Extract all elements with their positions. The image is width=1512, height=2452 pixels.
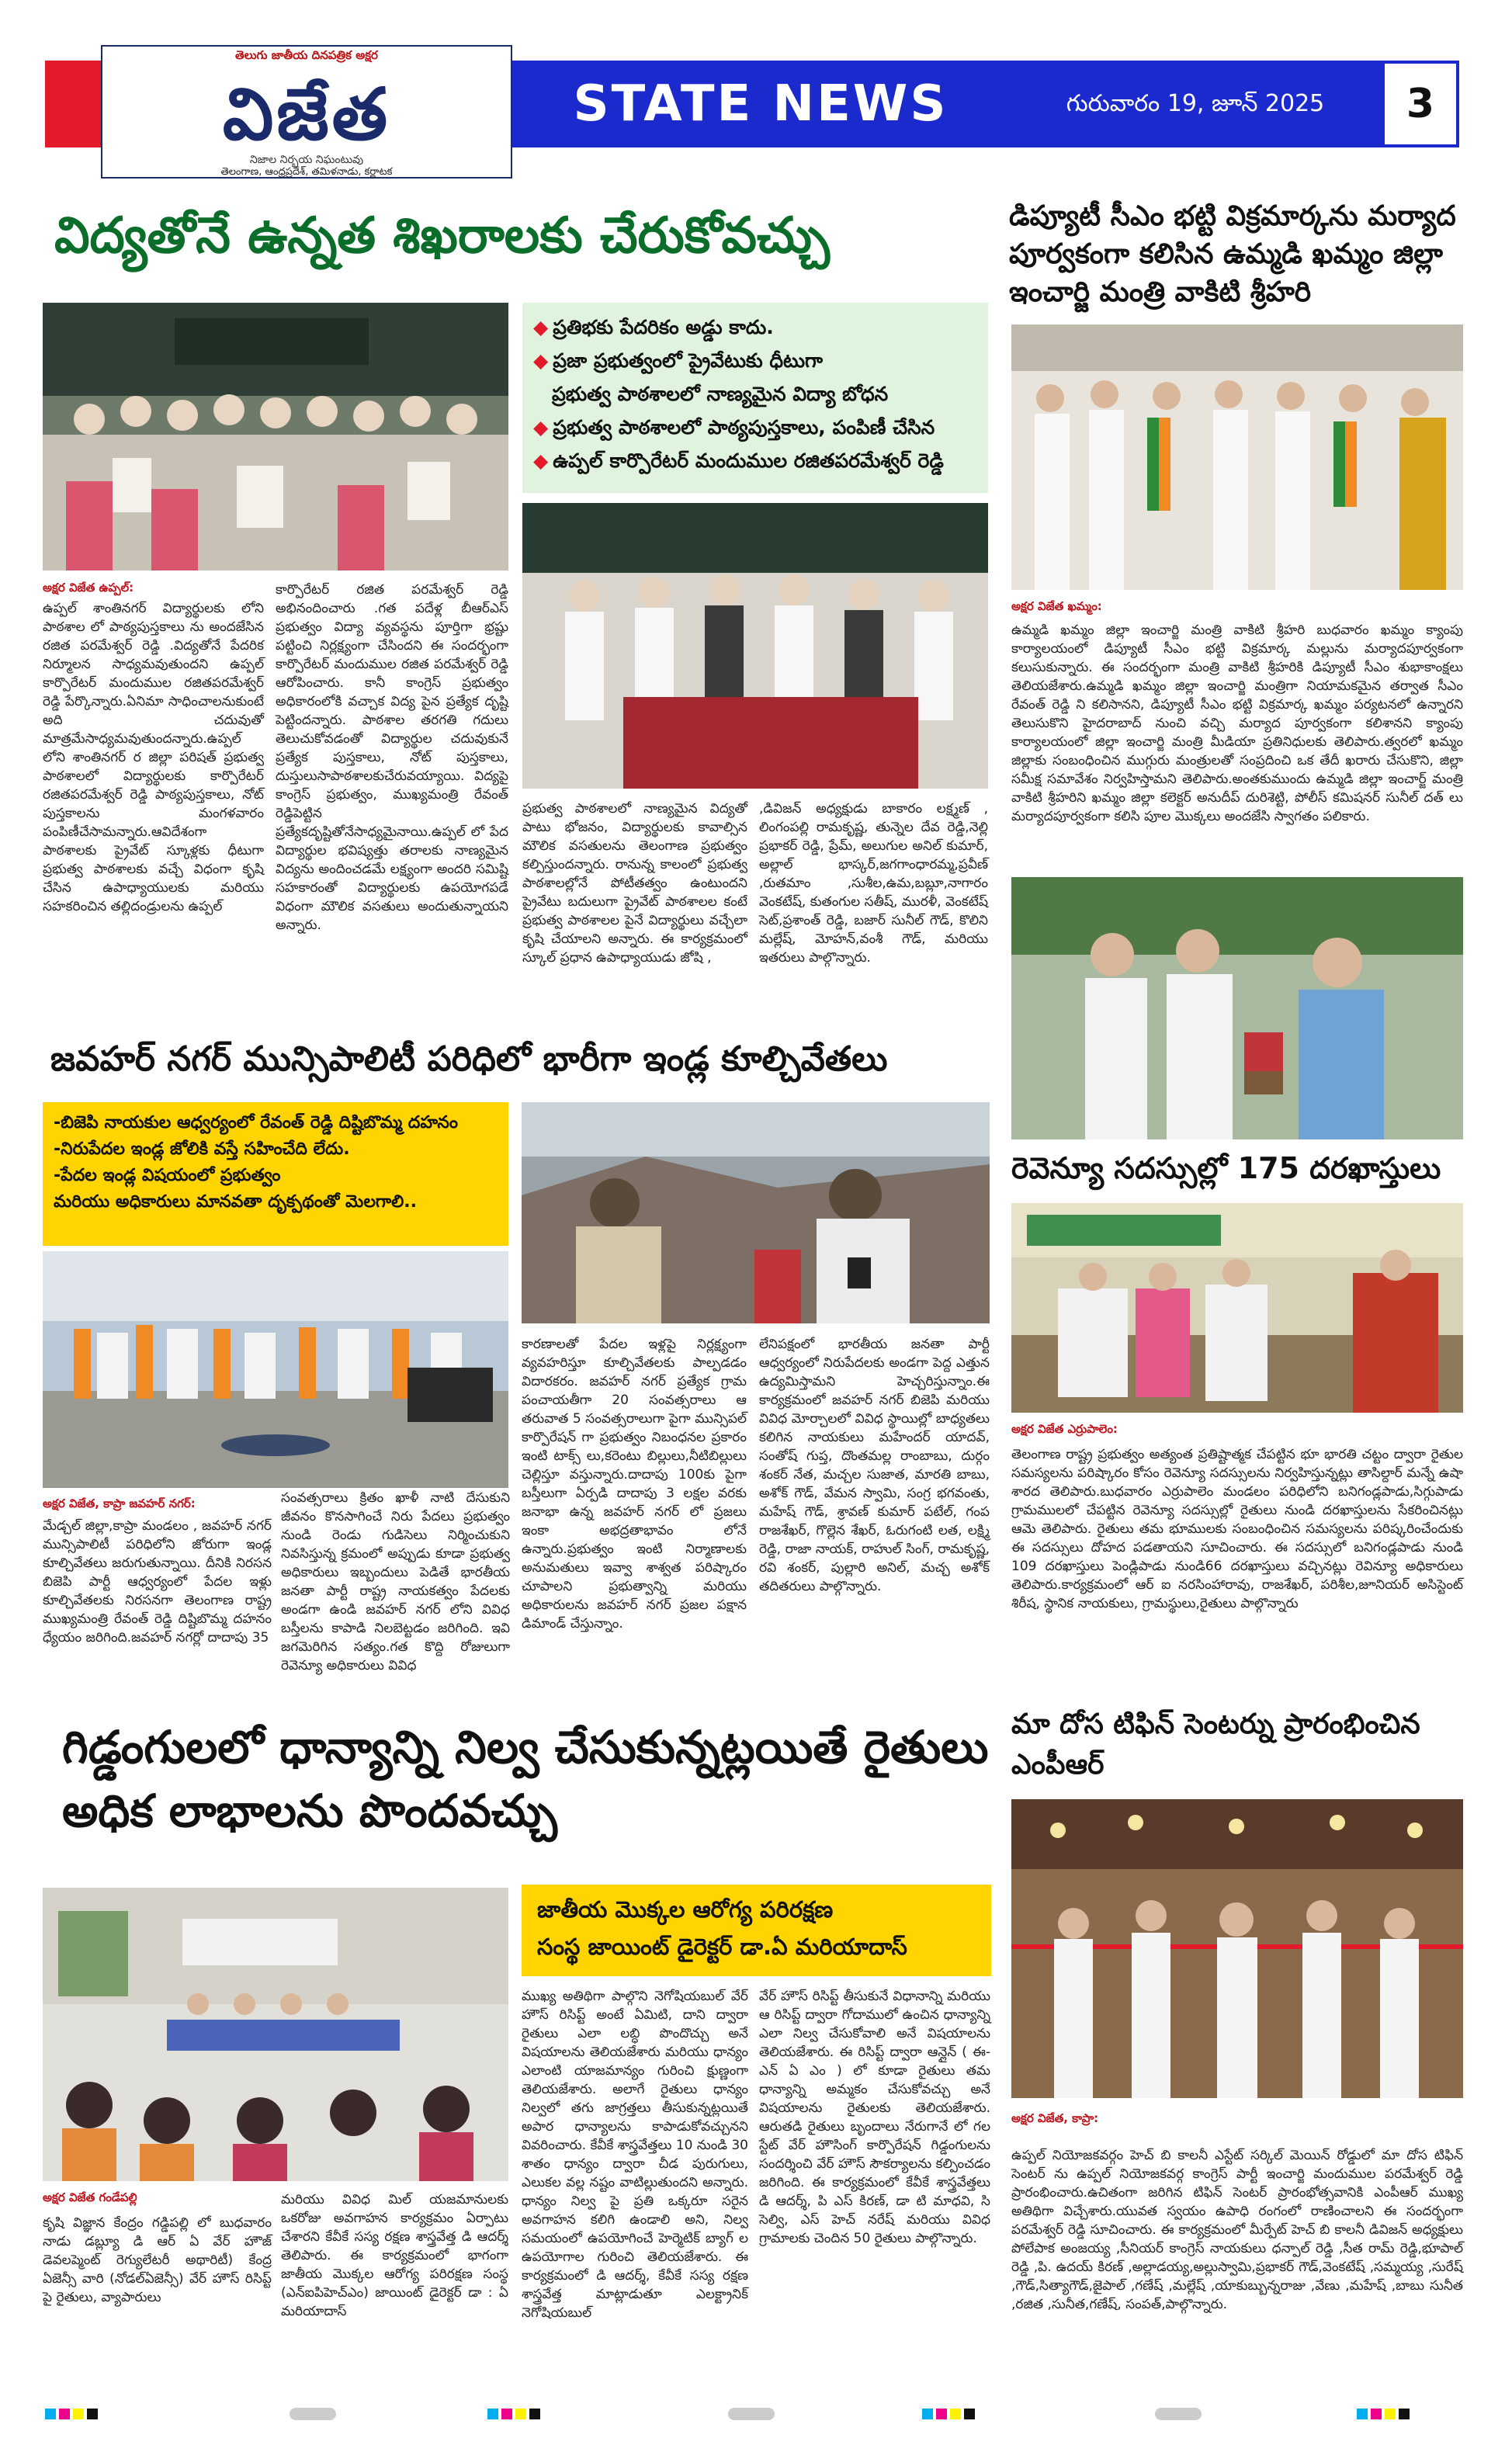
- story6-column-4: వేర్ హౌస్ రిసిప్ట్ తీసుకునే విధానాన్ని మరియు ఆ రిసిప్ట్ ద్వారా గోదాములో ఉంచిన ధాన్యాన్ని ఎలా నిల్వ చేసుకోవాలి అనే విషయాలను తెలియజేశారు. ఈ రిసిప్ట్ ద్వారా ఆన్లైన్ ( ఈ- ఎన్ ఏ ఎం ) లో కూడా రైతులు తమ ధాన్యాన్ని అమ్మకం చేసుకోవచ్చు అనే విషయాలను రైతులకు తెలియజేశారు. ఆరుతడి రైతులు బృందాలు నేరుగానే లో గల స్టేట్ వేర్ హౌసింగ్ కార్పొరేషన్ గిడ్డంగులను సందర్శించి వేర్ హౌస్ సౌకర్యాలను కల్పించడం జరిగింది. ఈ కార్యక్రమంలో కేవీకే శాస్త్రవేత్తలు డి ఆదర్శ్, పి ఎస్ కిరణ్, డా టి మాధవి, సి సెల్వి, ఎస్ హెచ్ నరేష్ మరియు వివిధ గ్రామాలకు చెందిన 50 రైతులు పాల్గొన్నారు.: [759, 1989, 990, 2246]
- story3-headline: జవహర్ నగర్ మున్సిపాలిటీ పరిధిలో భారీగా ఇండ్ల కూల్చివేతలు: [50, 1039, 888, 1079]
- story3-column-4: లేనిపక్షంలో భారతీయ జనతా పార్టీ ఆధ్వర్యంలో నిరుపేదలకు అండగా పెద్ద ఎత్తున ఉద్యమిస్తామని హెచ్చరిస్తున్నాం.ఈ కార్యక్రమంలో జవహర్ నగర్ బిజెపి మరియు వివిధ మోర్చాలలో వివిధ స్థాయిల్లో బాధ్యతలు కలిగిన నాయకులు మహేందర్ యాదవ్, సంతోష్ గుప్త, దొంతమల్ల రాంబాబు, దుర్గం శంకర్ నేత, మచ్చల సుజాత, మారతి బాబు, అశోక్ గౌడ్, వేమన స్వామి, సంగ్ర భగవంతు, మహేష్ గౌడ్, శ్రావణ్ కుమార్ పటేల్, గంప రాజశేఖర్, గొల్లెన శేఖర్, ఓరుగంటి లత, లక్ష్మి రెడ్డి, రాజా నాయక్, రాహుల్ సింగ్, రామకృష్ణ, రవి శంకర్, పుల్లారి అనిల్, మచ్చ అశోక్ తదితరులు పాల్గొన్నారు.: [759, 1337, 990, 1594]
- story1-bullet: ప్రభుత్వ పాఠశాలలో నాణ్యమైన విద్యా బోధన: [552, 383, 889, 405]
- story3-highlights-box: [43, 1102, 508, 1246]
- logo-states: తెలంగాణ, ఆంధ్రప్రదేశ్, తమిళనాడు, కర్ణాటక: [220, 166, 393, 178]
- story6-subhead-line: జాతీయ మొక్కల ఆరోగ్య పరిరక్షణ: [537, 1896, 834, 1923]
- story1-column-3: ప్రభుత్వ పాఠశాలలో నాణ్యమైన విద్యతో పాటు భోజనం, విద్యార్థులకు కావాల్సిన మౌలిక వసతులను తెలంగాణ ప్రభుత్వం కల్పిస్తుందన్నారు. రానున్న కాలంలో ప్రభుత్వ పాఠశాలల్లోనే పోటీతత్వం ఉంటుందని ప్రైవేటు బదులుగా ప్రైవేట్ పాఠశాలల కంటే ప్రభుత్వ పాఠశాలల పైనే విద్యార్థులు వచ్చేలా కృషి చేయాలని అన్నారు. ఈ కార్యక్రమంలో స్కూల్ ప్రధాన ఉపాధ్యాయుడు జోషి ,: [522, 801, 747, 966]
- story2-headline: డిప్యూటీ సీఎం భట్టి విక్రమార్కను మర్యాద పూర్వకంగా కలిసిన ఉమ్మడి ఖమ్మం జిల్లా ఇంచార్జి మంత్రి వాకిటి శ్రీహరి: [1009, 200, 1456, 308]
- story6-column-1: కృషి విజ్ఞాన కేంద్రం గడ్డిపల్లి లో బుధవారం నాడు డబ్ల్యూ డి ఆర్ ఏ వేర్ హౌజ్ డెవలప్మెంట్ రెగ్యులేటరీ అథారిటీ) కేంద్ర ఏజెన్సీ వారి (నోడల్ఏజెన్సీ) వేర్ హౌస్ రిసిప్ట్ పై రైతులు, వ్యాపారులు: [43, 2215, 272, 2305]
- issue-date: గురువారం 19, జూన్ 2025: [1009, 61, 1382, 147]
- story3-column-1: మేడ్చల్ జిల్లా,కాప్రా మండలం , జవహర్ నగర్ మున్సిపాలిటీ పరిధిలోని జోరుగా ఇండ్ల కూల్చివేతలు జరుగుతున్నాయి. దీనికి నిరసన బిజెపి పార్టీ ఆధ్వర్యంలో పేదల ఇళ్లు కూల్చివేతలకు నిరసనగా తెలంగాణ రాష్ట్ర ముఖ్యమంత్రి రేవంత్ రెడ్డి దిష్టిబొమ్మ దహనం ధ్యేయం జరిగింది.జవహర్ నగర్లో దాదాపు 35: [43, 1518, 272, 1646]
- section-title: STATE NEWS: [512, 61, 1009, 147]
- story1-photo-students: [43, 303, 508, 571]
- story1-column-1: ఉప్పల్ శాంతినగర్ విద్యార్థులకు లోని పాఠశాల లో పాఠ్యపుస్తకాలు ను అందజేసిన రజిత పరమేశ్వర్ రెడ్డి .విద్యతోనే పేదరిక నిర్మూలన సాధ్యమవుతుందని ఉప్పల్ కార్పొరేటర్ మందుముల రజితపరమేశ్వర్ రెడ్డి పేర్కొన్నారు.ఏనిమా సాధించాలనుకుంటే అది చదువుతో మాత్రమేసాధ్యమవుతుందన్నారు.ఉప్పల్ లోని శాంతినగర్ ర జిల్లా పరిషత్ ప్రభుత్వ పాఠశాలలో విద్యార్థులకు కార్పొరేటర్ రజితపరమేశ్వర్ రెడ్డి పాఠ్యపుస్తకాలు, నోట్ పుస్తకాలను మంగళవారం పంపిణీచేసామన్నారు.ఆవిదేశంగా పాఠశాలకు ప్రైవేట్ స్కూళ్లకు ధీటుగా ప్రభుత్వ పాఠశాలకు వచ్చే విధంగా కృషి చేసిన ఉపాధ్యాయులకు మరియు సహకరించిన తల్లిదండ్రులను ఉప్పల్: [43, 601, 264, 914]
- logo-subtitle: నిజాల నిర్భయ నిఘంటువు: [249, 154, 364, 166]
- story3-highlight: మరియు అధికారులు మానవతా దృక్పథంతో మెలగాలి..: [54, 1192, 418, 1212]
- story6-column-3: ముఖ్య అతిథిగా పాల్గొని నెగోషియబుల్ వేర్ హౌస్ రిసిప్ట్ అంటే ఏమిటి, దాని ద్వారా రైతులు ఎలా లబ్ధి పొందొచ్చు అనే విషయాలను తెలియజేశారు మరియు ధాన్యం ఎలాంటి యాజమాన్యం గురించి క్షుణ్ణంగా తెలియజేశారు. అలాగే రైతులు ధాన్యం నిల్వలో తగు జాగ్రత్తలు తీసుకున్నట్లయితే అపార ధాన్యాలను కాపాడుకోవచ్చునని వివరించారు. కేవీకే శాస్త్రవేత్తలు 10 నుండి 30 శాతం ధాన్యం ద్వారా చీడ పురుగులు, ఎలుకల వల్ల నష్టం వాటిల్లుతుందని అన్నారు. ధాన్యం నిల్వ పై ప్రతి ఒక్కరూ సరైన అవగాహన కలిగి ఉండాలి అని, నిల్వ సమయంలో ఉపయోగించే హెర్మెటిక్ బ్యాగ్ ల ఉపయోగాల గురించి తెలియజేశారు. ఈ కార్యక్రమంలో డి ఆదర్శ్, కేవీకే సస్య రక్షణ శాస్త్రవేత్త మాట్లాడుతూ ఎలక్ట్రానిక్ నెగోషియబుల్: [522, 1989, 748, 2321]
- logo-tagline: తెలుగు జాతీయ దినపత్రిక: [235, 48, 352, 62]
- story6-subhead-box: [522, 1885, 991, 1976]
- story1-headline: విద్యతోనే ఉన్నత శిఖరాలకు చేరుకోవచ్చు: [54, 207, 831, 265]
- story4-credit: అక్షర విజేత ఎర్రుపాలెం:: [1011, 1422, 1118, 1436]
- story4-body: తెలంగాణ రాష్ట్ర ప్రభుత్వం అత్యంత ప్రతిష్టాత్మక చేపట్టిన భూ భారతి చట్టం ద్వారా రైతుల సమస్యలను పరిష్కారం కోసం రెవెన్యూ సదస్సులను నిర్వహిస్తున్నట్లు తాసిల్దార్ మన్నే ఉషా శారద తెలిపారు.బుధవారం ఎర్రుపాలెం మండలం పరిధిలోని బనిగండ్లపాడు,సిగ్గుపాడు గ్రామములలో చేపట్టిన రెవెన్యూ సదస్సుల్లో రైతులు నుండి దరఖాస్తులను సేకరించినట్లు ఆమె తెలిపారు. రైతులు తమ భూములకు సంబంధించిన సమస్యలను పరిష్కరించేందుకు ఈ సదస్సులు దోహద పడతాయని సూచించారు. ఈ సదస్సులో బనిగండ్లపాడు నుండి 109 దరఖాస్తులు పెండ్లిపాడు నుండి66 దరఖాస్తులు వచ్చినట్లు రెవిన్యూ అధికారులు తెలిపారు.కార్యక్రమంలో ఆర్ ఐ నరసింహారావు, రాజశేఖర్, పరిశీల,జూనియర్ అసిస్టెంట్ శిరీష, స్థానిక నాయకులు, గ్రామస్థులు,రైతులు పాల్గొన్నారు: [1011, 1447, 1463, 1611]
- story1-credit: అక్షర విజేత ఉప్పల్:: [43, 581, 134, 595]
- story3-column-2: సంవత్సరాలు క్రితం ఖాళీ నాటి దేసుకుని జీవనం కొనసాగించే నిరు పేదలు ప్రభుత్వం నుండి రెండు గుడిసెలు నిర్మించుకుని నివసిస్తున్న క్రమంలో అప్పుడు కూడా ప్రభుత్వ అధికారులు ఇబ్బందులు పెడితే భారతీయ జనతా పార్టీ రాష్ట్ర నాయకత్వం పేదలకు అండగా ఉండి జవహర్ నగర్ లోని వివిధ బస్తీలను కాపాడి నిలబెట్టడం జరిగింది. ఇవి జగమెరిగిన సత్యం.గత కొద్ది రోజులుగా రెవెన్యూ అధికారులు వివిధ: [281, 1490, 510, 1673]
- story3-highlight: -పేదల ఇండ్ల విషయంలో ప్రభుత్వం: [54, 1166, 281, 1185]
- story5-photo-inauguration: [1011, 1799, 1463, 2098]
- story1-bullet: ◆ ఉప్పల్ కార్పొరేటర్ మందుముల రజితపరమేశ్వర్ రెడ్డి: [533, 449, 944, 472]
- story1-bullet: ◆ ప్రభుత్వ పాఠశాలలో పాఠ్యపుస్తకాలు, పంపిణీ చేసిన: [533, 416, 935, 439]
- story3-photo-protest: [43, 1251, 508, 1488]
- paper-name: విజేత: [222, 72, 391, 156]
- story4-photo-office: [1011, 1203, 1463, 1413]
- story1-column-2: కార్పొరేటర్ రజిత పరమేశ్వర్ రెడ్డి అభినందించారు .గత పదేళ్ల బీఆర్ఎస్ ప్రభుత్వం విద్యా వ్యవస్థను పూర్తిగా భ్రష్టు పట్టించి నిర్లక్ష్యంగా చేసిందని ఈ సందర్భంగా కార్పొరేటర్ మందుముల రజిత పరమేశ్వర్ రెడ్డి ఆరోపించారు. కానీ కాంగ్రెస్ ప్రభుత్వం అధికారంలోకి వచ్చాక విద్య పైన ప్రత్యేక దృష్టి పెట్టిందన్నారు. పాఠశాల తరగతి గదులు తెలుచుకోవడంతో విద్యార్థుల చదువుకునే ప్రత్యేక పుస్తకాలు, నోట్ పుస్తకాలు, దుస్తులుసాపాఠశాలకుచేరువయ్యాయి. విద్యపై కాంగ్రెస్ ప్రభుత్వం, ముఖ్యమంత్రి రేవంత్ రెడ్డిపెట్టిన ప్రత్యేకదృష్టితోనేసాధ్యమైనాయి.ఉప్పల్ లో పేద విద్యార్థుల భవిష్యత్తు తరాలకు నాణ్యమైన విద్యను అందించడమే లక్ష్యంగా అందరి సమిష్టి సహకారంతో విద్యార్థులకు ఉపయోగపడే విధంగా మౌలిక వసతులు అందుతున్నాయని అన్నారు.: [276, 582, 508, 933]
- story5-credit: అక్షర విజేత, కాప్రా:: [1011, 2111, 1099, 2125]
- story1-column-4: ,డివిజన్ అధ్యక్షుడు బాకారం లక్ష్మణ్ , లింగంపల్లి రామకృష్ణ, తున్నెల దేవ రెడ్డి,నెల్లి ప్రభాకర్ రెడ్డి, ప్రేమ్, అలుగుల అనిల్ కుమార్, అల్లాల్ భాస్కర్,జగగాంధారమ్మ,ప్రవీణ్ ,రుతమాం ,సుశీల,ఉమ,బబ్లూ,నాగారం వెంకటేష్, కుతంగుల సతీష్, మురళీ, వెంకటేష్ సెట్,ప్రశాంత్ రెడ్డి, బజార్ సునీల్ గౌడ్, కొలిని మల్లేష్, మోహన్,వంశీ గౌడ్, మరియు ఇతరులు పాల్గొన్నారు.: [759, 801, 988, 966]
- print-registration-strip: [45, 2406, 1465, 2422]
- story3-photo-demolition: [522, 1102, 990, 1323]
- story2-credit: అక్షర విజేత ఖమ్మం:: [1011, 599, 1102, 613]
- page-number: 3: [1382, 61, 1459, 147]
- story6-subhead-line: సంస్థ జాయింట్ డైరెక్టర్ డా.ఏ మరియాదాస్: [537, 1934, 907, 1960]
- story1-bullet: ◆ ప్రతిభకు పేదరికం అడ్డు కాదు.: [533, 316, 774, 338]
- story3-column-3: కారణాలతో పేదల ఇళ్లపై నిర్లక్ష్యంగా వ్యవహరిస్తూ కూల్చివేతలకు పాల్పడడం విదారకరం. జవహర్ నగర్ ప్రత్యేక గ్రామ పంచాయతీగా 20 సంవత్సరాలు ఆ తరువాత 5 సంవత్సరాలుగా పైగా మున్సిపల్ కార్పొరేషన్ గా ప్రభుత్వం నిబంధనల ప్రకారం ఇంటి టాక్స్ లు,కరెంటు బిల్లులు,నీటిబిల్లులు చెల్లిస్తూ వస్తున్నారు.దాదాపు 100కు పైగా బస్తీలుగా ఏర్పడి దాదాపు 3 లక్షల వరకు జనాభా ఉన్న జవహర్ నగర్ లో ప్రజలు ఇంకా అభద్రతాభావం లోనే ఉన్నారు.ప్రభుత్వం ఇంటి నిర్మాణాలకు అనుమతులు ఇవ్వా శాశ్వత పరిష్కారం చూపాలని ప్రభుత్వాన్ని మరియు అధికారులను జవహర్ నగర్ ప్రజల పక్షాన డిమాండ్ చేస్తున్నాం.: [522, 1337, 747, 1632]
- story3-highlight: -బిజెపి నాయకుల ఆధ్వర్యంలో రేవంత్ రెడ్డి దిష్టిబొమ్మ దహనం: [54, 1113, 458, 1132]
- story2-photo-meeting: [1011, 324, 1463, 590]
- story5-headline: మా దోస టిఫిన్ సెంటర్ను ప్రారంభించిన ఎంపీఆర్: [1011, 1708, 1420, 1781]
- story2-photo-greeting: [1011, 877, 1463, 1139]
- newspaper-logo: [101, 45, 512, 179]
- story6-column-2: మరియు వివిధ మిల్ యజమానులకు ఒకరోజు అవగాహన కార్యక్రమం ఏర్పాటు చేశారని కేవీకే సస్య రక్షణ శాస్త్రవేత్త డి ఆదర్శ్ తెలిపారు. ఈ కార్యక్రమంలో భాగంగా జాతీయ మొక్కల ఆరోగ్య పరిరక్షణ సంస్థ (ఎన్ఐపిహెచ్ఎం) జాయింట్ డైరెక్టర్ డా : ఏ మరియాదాస్: [281, 2192, 508, 2319]
- story5-body: ఉప్పల్ నియోజకవర్గం హెచ్ బి కాలనీ ఎస్టేట్ సర్కిల్ మెయిన్ రోడ్డులో మా దోస టిఫిన్ సెంటర్ ను ఉప్పల్ నియోజకవర్గ కాంగ్రెస్ పార్టీ ఇంచార్జి మందుముల పరమేశ్వర్ రెడ్డి ప్రారంభించారు.ఉచితంగా జరిగిన టిఫిన్ సెంటర్ ప్రారంభోత్సవానికి ఎంపీఆర్ ముఖ్య అతిథిగా విచ్చేశారు.యువత స్వయం ఉపాధి రంగంలో రాణించాలని ఈ సందర్భంగా పరమేశ్వర్ రెడ్డి సూచించారు. ఈ కార్యక్రమంలో మీర్పేట్ హెచ్ బి కాలనీ డివిజన్ అధ్యక్షులు పోలేపాక అంజయ్య ,సీనియర్ కాంగ్రెస్ నాయకులు ధన్పాల్ రెడ్డి ,సీత రామ్ రెడ్డి,భూపాల్ రెడ్డి ,పి. ఉదయ్ కిరణ్ ,అల్లాడయ్య,అల్లుస్వామి,ప్రభాకర్ గౌడ్,వెంకటేష్ ,సమ్మయ్య ,సురేష్ ,గౌడ్,సిత్యాగౌడ్,జైపాల్ ,గణేష్ ,మల్లేష్ ,యాకుబ్బున్నరాజు ,వేణు ,మహేష్ ,బాబు సునీత ,రజిత ,సునీత,గణేష్, సంపత్,పాల్గొన్నారు.: [1011, 2148, 1463, 2312]
- story1-highlights-box: [522, 303, 988, 493]
- story2-body: ఉమ్మడి ఖమ్మం జిల్లా ఇంచార్జి మంత్రి వాకిటి శ్రీహరి బుధవారం ఖమ్మం క్యాంపు కార్యాలయంలో డిప్యూటీ సీఎం భట్టి విక్రమార్క మల్లును మర్యాదపూర్వకంగా కలుసుకున్నారు. ఈ సందర్భంగా మంత్రి వాకిటి శ్రీహరికి డిప్యూటీ సీఎం శుభాకాంక్షలు తెలియజేశారు.ఉమ్మడి ఖమ్మం జిల్లా ఇంచార్జి మంత్రిగా నియామకమైన తర్వాత సీఎం రేవంత్ రెడ్డి ని కలిసానని, డిప్యూటీ సీఎం భట్టి విక్రమార్క ఖమ్మం పర్యటనలో ఉన్నారని తెలుసుకొని హైదరాబాద్ నుంచి వచ్చి మర్యాద పూర్వకంగా కలిశానని క్యాంపు కార్యాలయంలో జిల్లా ఇంచార్జి మంత్రి మీడియా ప్రతినిధులకు తెలిపారు.త్వరలో ఖమ్మం జిల్లాకు సంబంధించిన ముగ్గురు మంత్రులతో సంప్రదించి ఒక తేదీ ఖరారు చేసుకొని, జిల్లా సమీక్ష సమావేశం నిర్వహిస్తామని తెలిపారు.అంతకుముందు ఉమ్మడి జిల్లా ఇంచార్జ్ మంత్రి వాకిటి శ్రీహరిని ఖమ్మం జిల్లా కలెక్టర్ అనుదీప్ దురిశెట్టి, పోలీస్ కమిషనర్ సునీల్ దత్ లు మర్యాదపూర్వకంగా కలిసి పూల మొక్కలు అందజేసి స్వాగతం పలికారు.: [1011, 623, 1463, 824]
- logo-brand: అక్షర: [355, 48, 378, 62]
- story3-credit: అక్షర విజేత, కాప్రా జవహర్ నగర్:: [43, 1497, 196, 1510]
- story6-credit: అక్షర విజేత గండేపల్లి: [43, 2190, 137, 2204]
- story6-headline: గిడ్డంగులలో ధాన్యాన్ని నిల్వ చేసుకున్నట్లయితే రైతులు అధిక లాభాలను పొందవచ్చు: [62, 1721, 989, 1837]
- story1-bullet: ◆ ప్రజా ప్రభుత్వంలో ప్రైవేటుకు ధీటుగా: [533, 349, 824, 372]
- story1-photo-dignitaries: [522, 503, 988, 789]
- story4-headline: రెవెన్యూ సదస్సుల్లో 175 దరఖాస్తులు: [1011, 1151, 1441, 1185]
- masthead-accent-left: [45, 61, 101, 147]
- story6-photo-training: [43, 1888, 508, 2181]
- story3-highlight: -నిరుపేదల ఇండ్ల జోలికి వస్తే సహించేది లేదు.: [54, 1139, 350, 1159]
